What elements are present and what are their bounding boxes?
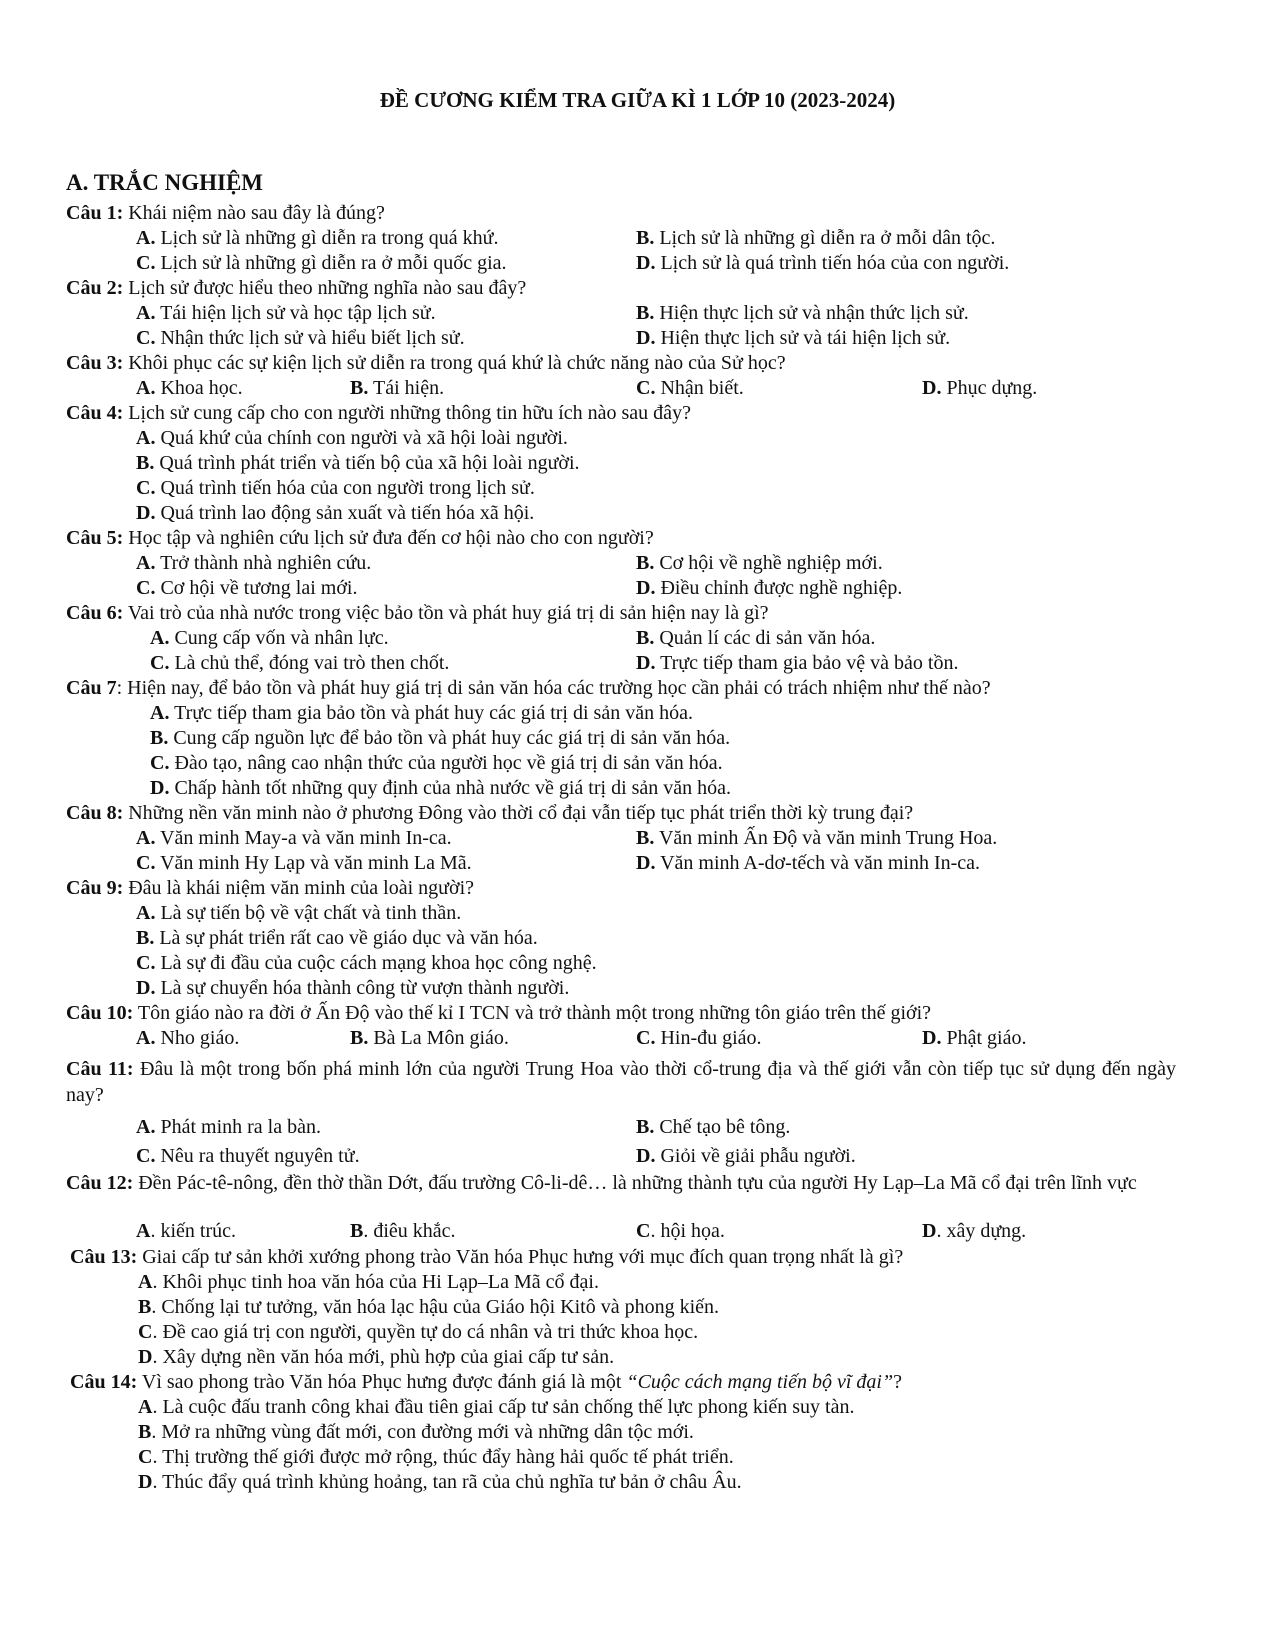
question-label: Câu 2: — [66, 277, 124, 299]
option-b: B. Chống lại tư tưởng, văn hóa lạc hậu của Giáo hội Kitô và phong kiến. — [138, 1296, 720, 1318]
option-a: A. Văn minh May-a và văn minh In-ca. — [136, 827, 452, 849]
option-d: D. Lịch sử là quá trình tiến hóa của con người. — [636, 252, 1010, 274]
option-b: B. Bà La Môn giáo. — [350, 1027, 509, 1049]
question-text: Tôn giáo nào ra đời ở Ấn Độ vào thế kỉ I TCN và trở thành một trong những tôn giáo trên thế giới? — [133, 1002, 932, 1024]
option-c: C. hội họa. — [636, 1220, 725, 1242]
question-label: Câu 1: — [66, 202, 124, 224]
option-c: C. Nêu ra thuyết nguyên tử. — [136, 1145, 360, 1167]
option-c: C. Nhận biết. — [636, 377, 744, 399]
question-label: Câu 10: — [66, 1002, 134, 1024]
question-7 — [66, 675, 1226, 701]
option-a: A. Lịch sử là những gì diễn ra trong quá khứ. — [136, 227, 499, 249]
option-c: C. Thị trường thế giới được mở rộng, thúc đẩy hàng hải quốc tế phát triển. — [138, 1446, 734, 1468]
option-d: D. Trực tiếp tham gia bảo vệ và bảo tồn. — [636, 652, 959, 674]
question-8 — [66, 800, 1226, 826]
option-c: C. Lịch sử là những gì diễn ra ở mỗi quốc gia. — [136, 252, 507, 274]
question-label: Câu 5: — [66, 527, 124, 549]
question-text: Đâu là một trong bốn phá minh lớn của người Trung Hoa vào thời cổ-trung địa và thế giới vẫn còn tiếp tục sử dụng đến ngày nay? — [66, 1058, 1177, 1106]
question-text: Khái niệm nào sau đây là đúng? — [123, 202, 385, 224]
question-label: Câu 7 — [66, 677, 117, 699]
question-11 — [66, 1056, 1176, 1108]
question-label: Câu 9: — [66, 877, 124, 899]
question-text: Lịch sử cung cấp cho con người những thông tin hữu ích nào sau đây? — [123, 402, 691, 424]
option-b: B. Quản lí các di sản văn hóa. — [636, 627, 876, 649]
option-c: C. Là chủ thể, đóng vai trò then chốt. — [150, 652, 450, 674]
option-c: C. Nhận thức lịch sử và hiểu biết lịch sử. — [136, 327, 465, 349]
option-b: B. Lịch sử là những gì diễn ra ở mỗi dân tộc. — [636, 227, 996, 249]
question-label: Câu 3: — [66, 352, 124, 374]
option-b: B. Chế tạo bê tông. — [636, 1116, 791, 1138]
option-b: B. Cơ hội về nghề nghiệp mới. — [636, 552, 883, 574]
option-d: D. Giỏi về giải phẫu người. — [636, 1145, 856, 1167]
question-4 — [66, 400, 1226, 426]
option-d: D. Chấp hành tốt những quy định của nhà nước về giá trị di sản văn hóa. — [150, 777, 732, 799]
option-a: A. Là cuộc đấu tranh công khai đầu tiên giai cấp tư sản chống thế lực phong kiến suy tàn. — [138, 1396, 855, 1418]
option-d: D. Hiện thực lịch sử và tái hiện lịch sử. — [636, 327, 951, 349]
option-d: D. Phật giáo. — [922, 1027, 1027, 1049]
option-d: D. Văn minh A-dơ-tếch và văn minh In-ca. — [636, 852, 981, 874]
option-c: C. Hin-đu giáo. — [636, 1027, 762, 1049]
question-14: Câu 14: Vì sao phong trào Văn hóa Phục hưng được đánh giá là một “Cuộc cách mạng tiến bộ vĩ đại”? — [70, 1371, 902, 1393]
option-a: A. Nho giáo. — [136, 1027, 240, 1049]
option-b: B. Quá trình phát triển và tiến bộ của xã hội loài người. — [136, 452, 580, 474]
question-10 — [66, 1000, 1226, 1026]
question-text: Đâu là khái niệm văn minh của loài người? — [123, 877, 474, 899]
question-text: Lịch sử được hiểu theo những nghĩa nào sau đây? — [123, 277, 527, 299]
question-12 — [66, 1170, 1176, 1196]
page-title: ĐỀ CƯƠNG KIỂM TRA GIỮA KÌ 1 LỚP 10 (2023-2024) — [379, 88, 896, 112]
question-label: Câu 4: — [66, 402, 124, 424]
question-text: : Hiện nay, để bảo tồn và phát huy giá trị di sản văn hóa các trường học cần phải có trách nhiệm như thế nào? — [116, 677, 991, 699]
question-label: Câu 6: — [66, 602, 124, 624]
question-label: Câu 13: — [70, 1246, 138, 1268]
question-13 — [70, 1244, 903, 1270]
option-c: C. Đào tạo, nâng cao nhận thức của người học về giá trị di sản văn hóa. — [150, 752, 723, 774]
option-a: A. Phát minh ra la bàn. — [136, 1116, 321, 1138]
question-label: Câu 12: — [66, 1172, 134, 1194]
option-d: D. Là sự chuyển hóa thành công từ vượn thành người. — [136, 977, 570, 999]
option-c: C. Cơ hội về tương lai mới. — [136, 577, 358, 599]
option-a: A. Tái hiện lịch sử và học tập lịch sử. — [136, 302, 436, 324]
option-c: C. Đề cao giá trị con người, quyền tự do cá nhân và tri thức khoa học. — [138, 1321, 699, 1343]
question-9 — [66, 875, 1226, 901]
option-a: A. Là sự tiến bộ về vật chất và tinh thần. — [136, 902, 462, 924]
option-b: B. Tái hiện. — [350, 377, 445, 399]
option-b: B. Hiện thực lịch sử và nhận thức lịch sử. — [636, 302, 969, 324]
question-1 — [66, 200, 1226, 226]
option-d: D. Quá trình lao động sản xuất và tiến hóa xã hội. — [136, 502, 535, 524]
option-c: C. Quá trình tiến hóa của con người trong lịch sử. — [136, 477, 535, 499]
question-text: Những nền văn minh nào ở phương Đông vào thời cổ đại vẫn tiếp tục phát triển thời kỳ trung đại? — [123, 802, 914, 824]
option-a: A. Quá khứ của chính con người và xã hội loài người. — [136, 427, 568, 449]
option-a: A. Khôi phục tinh hoa văn hóa của Hi Lạp–La Mã cổ đại. — [138, 1271, 599, 1293]
question-5 — [66, 525, 1226, 551]
option-d: D. Thúc đẩy quá trình khủng hoảng, tan rã của chủ nghĩa tư bản ở châu Âu. — [138, 1471, 742, 1493]
option-a: A. Khoa học. — [136, 377, 243, 399]
option-c: C. Văn minh Hy Lạp và văn minh La Mã. — [136, 852, 472, 874]
question-2 — [66, 275, 1226, 301]
question-quote: “Cuộc cách mạng tiến bộ vĩ đại” — [626, 1371, 894, 1393]
option-c: C. Là sự đi đầu của cuộc cách mạng khoa học công nghệ. — [136, 952, 597, 974]
option-a: A. Trở thành nhà nghiên cứu. — [136, 552, 372, 574]
option-d: D. Phục dựng. — [922, 377, 1038, 399]
option-a: A. Cung cấp vốn và nhân lực. — [150, 627, 389, 649]
option-a: A. Trực tiếp tham gia bảo tồn và phát huy các giá trị di sản văn hóa. — [150, 702, 693, 724]
question-text: Giai cấp tư sản khởi xướng phong trào Văn hóa Phục hưng với mục đích quan trọng nhất là gì? — [137, 1246, 904, 1268]
option-d: D. Điều chỉnh được nghề nghiệp. — [636, 577, 903, 599]
question-text: Khôi phục các sự kiện lịch sử diễn ra trong quá khứ là chức năng nào của Sử học? — [123, 352, 786, 374]
question-text: Học tập và nghiên cứu lịch sử đưa đến cơ hội nào cho con người? — [123, 527, 654, 549]
question-text: Vai trò của nhà nước trong việc bảo tồn và phát huy giá trị di sản hiện nay là gì? — [123, 602, 769, 624]
option-b: B. Cung cấp nguồn lực để bảo tồn và phát huy các giá trị di sản văn hóa. — [150, 727, 731, 749]
question-3 — [66, 350, 1226, 376]
question-text: Vì sao phong trào Văn hóa Phục hưng được đánh giá là một — [137, 1371, 627, 1393]
option-b: B. Mở ra những vùng đất mới, con đường mới và những dân tộc mới. — [138, 1421, 694, 1443]
option-b: B. Là sự phát triển rất cao về giáo dục và văn hóa. — [136, 927, 538, 949]
option-d: D. xây dựng. — [922, 1220, 1027, 1242]
question-label: Câu 8: — [66, 802, 124, 824]
section-heading: A. TRẮC NGHIỆM — [66, 170, 264, 195]
question-text: Đền Pác-tê-nông, đền thờ thần Dớt, đấu trường Cô-li-dê… là những thành tựu của người Hy Lạp–La Mã cổ đại trên lĩnh vực — [133, 1172, 1137, 1194]
option-b: B. Văn minh Ấn Độ và văn minh Trung Hoa. — [636, 827, 998, 849]
option-b: B. điêu khắc. — [350, 1220, 456, 1242]
option-d: D. Xây dựng nền văn hóa mới, phù hợp của giai cấp tư sản. — [138, 1346, 615, 1368]
question-label: Câu 14: — [70, 1371, 138, 1393]
option-a: A. kiến trúc. — [136, 1220, 236, 1242]
question-label: Câu 11: — [66, 1058, 134, 1080]
question-6 — [66, 600, 1226, 626]
